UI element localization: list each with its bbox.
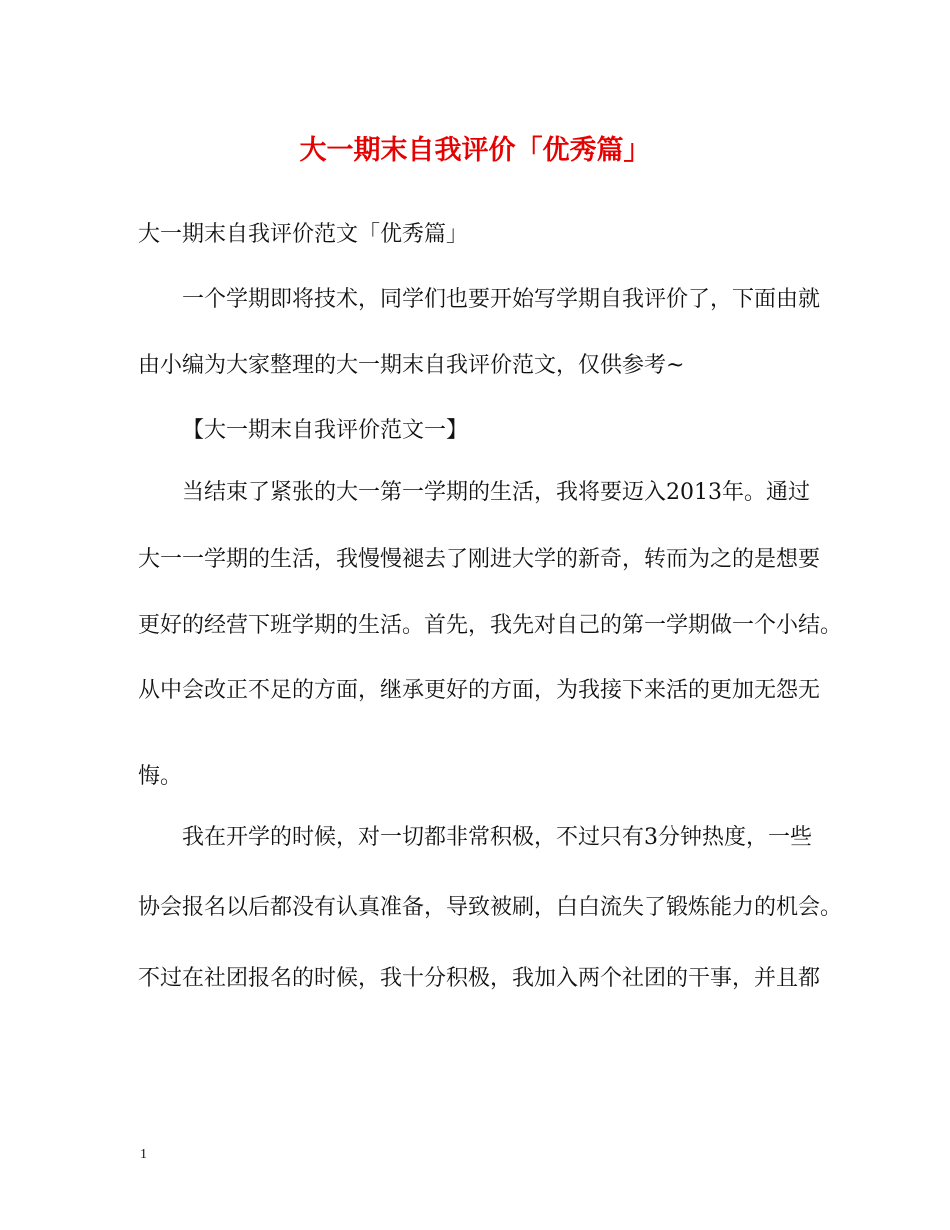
paragraph-line: 协会报名以后都没有认真准备，导致被刷，白白流失了锻炼能力的机会。	[138, 895, 843, 920]
page-number: 1	[140, 1147, 147, 1162]
paragraph-line: 一个学期即将技术，同学们也要开始写学期自我评价了，下面由就	[182, 287, 821, 312]
subtitle-line: 大一期末自我评价范文「优秀篇」	[138, 222, 469, 247]
paragraph-line: 更好的经营下班学期的生活。首先，我先对自己的第一学期做一个小结。	[138, 613, 843, 638]
document-title: 大一期末自我评价「优秀篇」	[299, 135, 651, 166]
paragraph-line: 不过在社团报名的时候，我十分积极，我加入两个社团的干事，并且都	[138, 966, 821, 991]
paragraph-line: 大一一学期的生活，我慢慢褪去了刚进大学的新奇，转而为之的是想要	[138, 547, 821, 572]
paragraph-line: 悔。	[138, 764, 183, 789]
paragraph-line: 从中会改正不足的方面，继承更好的方面，为我接下来活的更加无怨无	[138, 678, 821, 703]
paragraph-line: 由小编为大家整理的大一期末自我评价范文，仅供参考~	[138, 353, 685, 378]
paragraph-line: 当结束了紧张的大一第一学期的生活，我将要迈入2013年。通过	[182, 480, 810, 505]
section-heading: 【大一期末自我评价范文一】	[182, 418, 469, 443]
paragraph-line: 我在开学的时候，对一切都非常积极，不过只有3分钟热度，一些	[182, 825, 812, 850]
